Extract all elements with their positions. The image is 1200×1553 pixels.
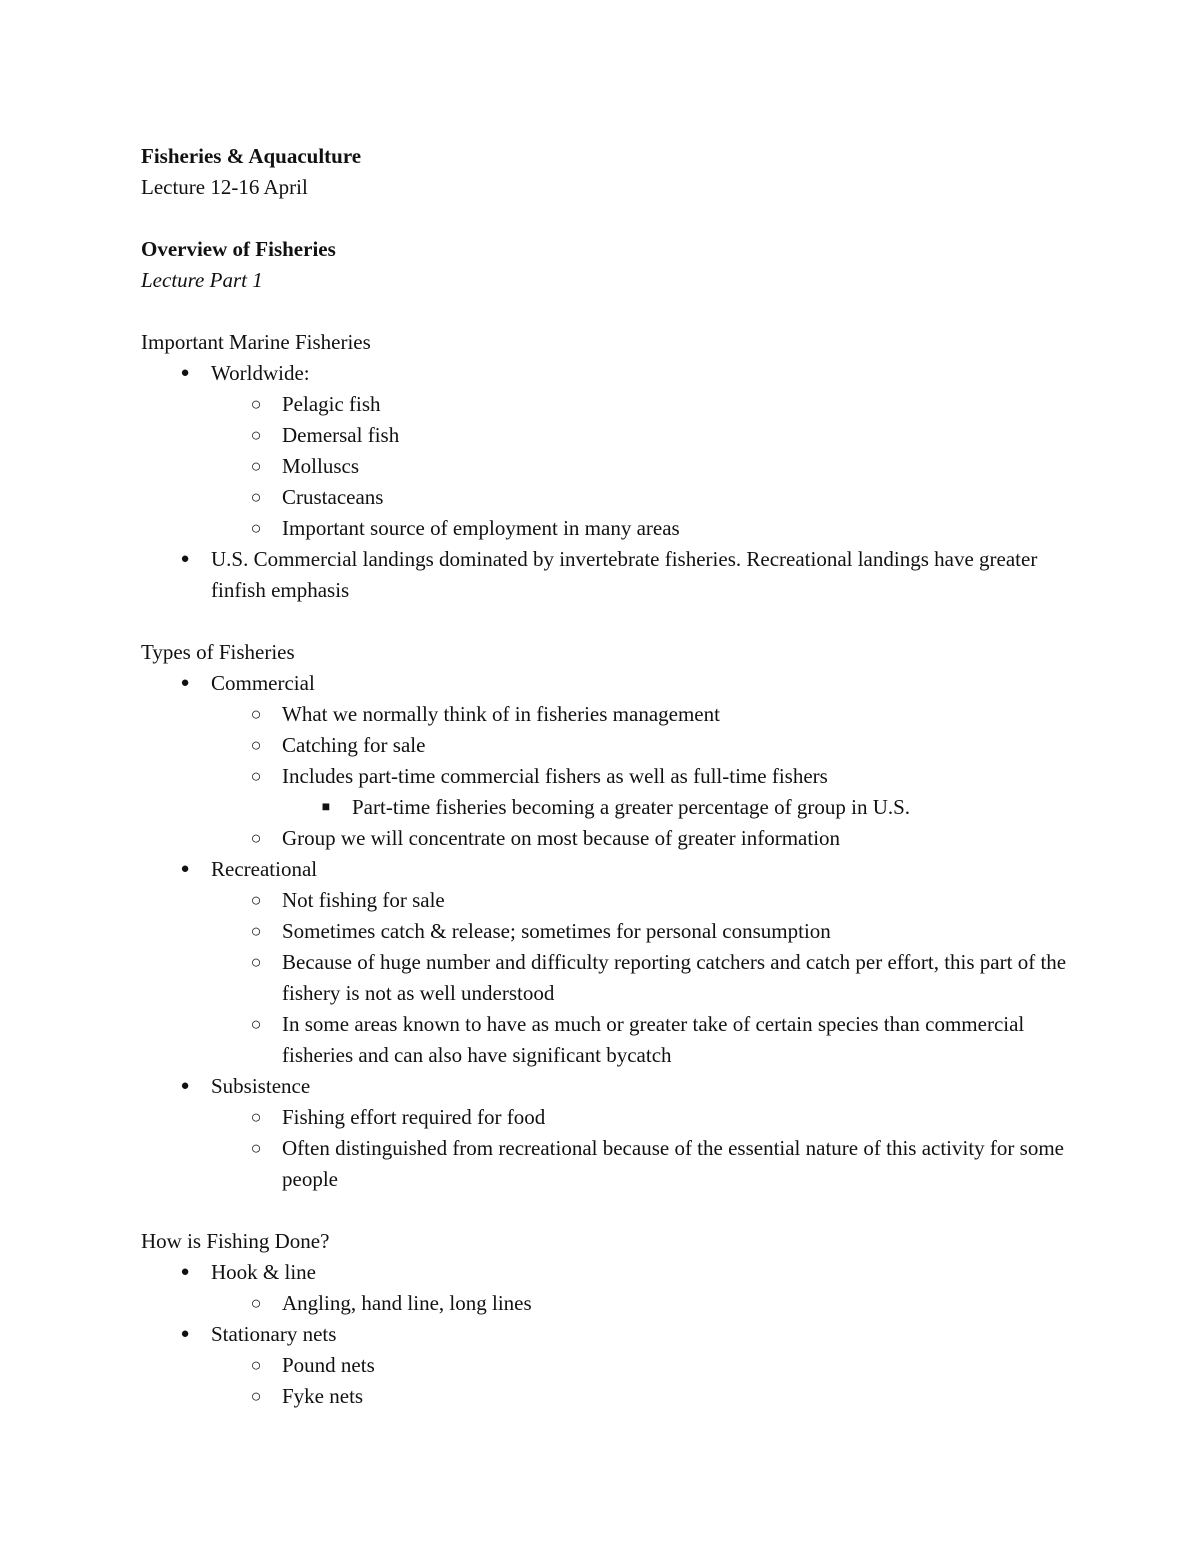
hollow-circle-bullet-icon: ○ [250, 890, 262, 910]
list-item [141, 1381, 1071, 1412]
list-item [141, 668, 1071, 699]
list-item [141, 1288, 1071, 1319]
list-item-text: In some areas known to have as much or greater take of certain species than commercial fisheries and can also have significant bycatch [282, 1012, 1025, 1067]
list-item-text: Because of huge number and difficulty reporting catchers and catch per effort, this part of the fishery is not as well understood [282, 950, 1067, 1005]
list-item-text: Molluscs [282, 454, 360, 478]
heading-important-marine-fisheries: Important Marine Fisheries [141, 330, 371, 354]
list-item-text: Includes part-time commercial fishers as well as full-time fishers [282, 764, 828, 788]
filled-circle-bullet-icon: ● [180, 675, 190, 691]
list-item [141, 792, 1071, 823]
list-item [141, 947, 1071, 1009]
list-item-text: Demersal fish [282, 423, 400, 447]
filled-circle-bullet-icon: ● [180, 1078, 190, 1094]
hollow-circle-bullet-icon: ○ [250, 766, 262, 786]
document-title: Fisheries & Aquaculture [141, 144, 362, 168]
list-item [141, 761, 1071, 792]
heading-how-is-fishing-done: How is Fishing Done? [141, 1229, 330, 1253]
list-item-text: Hook & line [211, 1260, 316, 1284]
list-item-text: Sometimes catch & release; sometimes for personal consumption [282, 919, 831, 943]
filled-circle-bullet-icon: ● [180, 1264, 190, 1280]
hollow-circle-bullet-icon: ○ [250, 425, 262, 445]
document-body [141, 141, 1071, 1412]
list-item [141, 451, 1071, 482]
list-item-text: Commercial [211, 671, 315, 695]
list-item-text: U.S. Commercial landings dominated by invertebrate fisheries. Recreational landings have greater finfish emphasis [211, 547, 1038, 602]
list-item [141, 1009, 1071, 1071]
hollow-circle-bullet-icon: ○ [250, 921, 262, 941]
list-item [141, 1257, 1071, 1288]
list-item-text: Important source of employment in many areas [282, 516, 680, 540]
list-item [141, 358, 1071, 389]
list-item [141, 823, 1071, 854]
section-subtitle: Lecture Part 1 [141, 268, 263, 292]
hollow-circle-bullet-icon: ○ [250, 735, 262, 755]
section-title: Overview of Fisheries [141, 237, 336, 261]
list-item [141, 885, 1071, 916]
filled-circle-bullet-icon: ● [180, 1326, 190, 1342]
hollow-circle-bullet-icon: ○ [250, 1355, 262, 1375]
list-item [141, 1102, 1071, 1133]
list-item-text: Pound nets [282, 1353, 375, 1377]
list-item-text: Fyke nets [282, 1384, 364, 1408]
list-item-text: Worldwide: [211, 361, 310, 385]
hollow-circle-bullet-icon: ○ [250, 1014, 262, 1034]
list-types-of-fisheries [141, 668, 1071, 1195]
list-how-is-fishing-done [141, 1257, 1071, 1412]
list-item [141, 544, 1071, 606]
spacer [141, 606, 1071, 637]
list-item-text: Often distinguished from recreational because of the essential nature of this activity for some people [282, 1136, 1064, 1191]
list-item [141, 730, 1071, 761]
list-item [141, 1071, 1071, 1102]
spacer [141, 296, 1071, 327]
list-item-text: Stationary nets [211, 1322, 337, 1346]
list-item [141, 389, 1071, 420]
list-item-text: Subsistence [211, 1074, 311, 1098]
list-item [141, 699, 1071, 730]
list-item [141, 1133, 1071, 1195]
hollow-circle-bullet-icon: ○ [250, 1138, 262, 1158]
list-item [141, 1319, 1071, 1350]
hollow-circle-bullet-icon: ○ [250, 1293, 262, 1313]
list-item-text: Recreational [211, 857, 318, 881]
list-item [141, 916, 1071, 947]
list-item [141, 1350, 1071, 1381]
hollow-circle-bullet-icon: ○ [250, 487, 262, 507]
filled-square-bullet-icon: ■ [321, 800, 331, 815]
hollow-circle-bullet-icon: ○ [250, 704, 262, 724]
list-item-text: Angling, hand line, long lines [282, 1291, 532, 1315]
spacer [141, 203, 1071, 234]
list-item-text: Pelagic fish [282, 392, 381, 416]
hollow-circle-bullet-icon: ○ [250, 952, 262, 972]
heading-types-of-fisheries: Types of Fisheries [141, 640, 295, 664]
list-item [141, 854, 1071, 885]
list-important-marine-fisheries [141, 358, 1071, 606]
filled-circle-bullet-icon: ● [180, 861, 190, 877]
list-item [141, 513, 1071, 544]
list-item [141, 482, 1071, 513]
hollow-circle-bullet-icon: ○ [250, 828, 262, 848]
hollow-circle-bullet-icon: ○ [250, 518, 262, 538]
document-subtitle: Lecture 12-16 April [141, 175, 308, 199]
list-item-text: Crustaceans [282, 485, 384, 509]
hollow-circle-bullet-icon: ○ [250, 394, 262, 414]
spacer [141, 1195, 1071, 1226]
list-item-text: Catching for sale [282, 733, 426, 757]
list-item [141, 420, 1071, 451]
filled-circle-bullet-icon: ● [180, 551, 190, 567]
hollow-circle-bullet-icon: ○ [250, 1386, 262, 1406]
list-item-text: What we normally think of in fisheries management [282, 702, 720, 726]
list-item-text: Not fishing for sale [282, 888, 445, 912]
hollow-circle-bullet-icon: ○ [250, 1107, 262, 1127]
list-item-text: Part-time fisheries becoming a greater percentage of group in U.S. [352, 795, 911, 819]
filled-circle-bullet-icon: ● [180, 365, 190, 381]
list-item-text: Fishing effort required for food [282, 1105, 546, 1129]
list-item-text: Group we will concentrate on most because of greater information [282, 826, 841, 850]
hollow-circle-bullet-icon: ○ [250, 456, 262, 476]
